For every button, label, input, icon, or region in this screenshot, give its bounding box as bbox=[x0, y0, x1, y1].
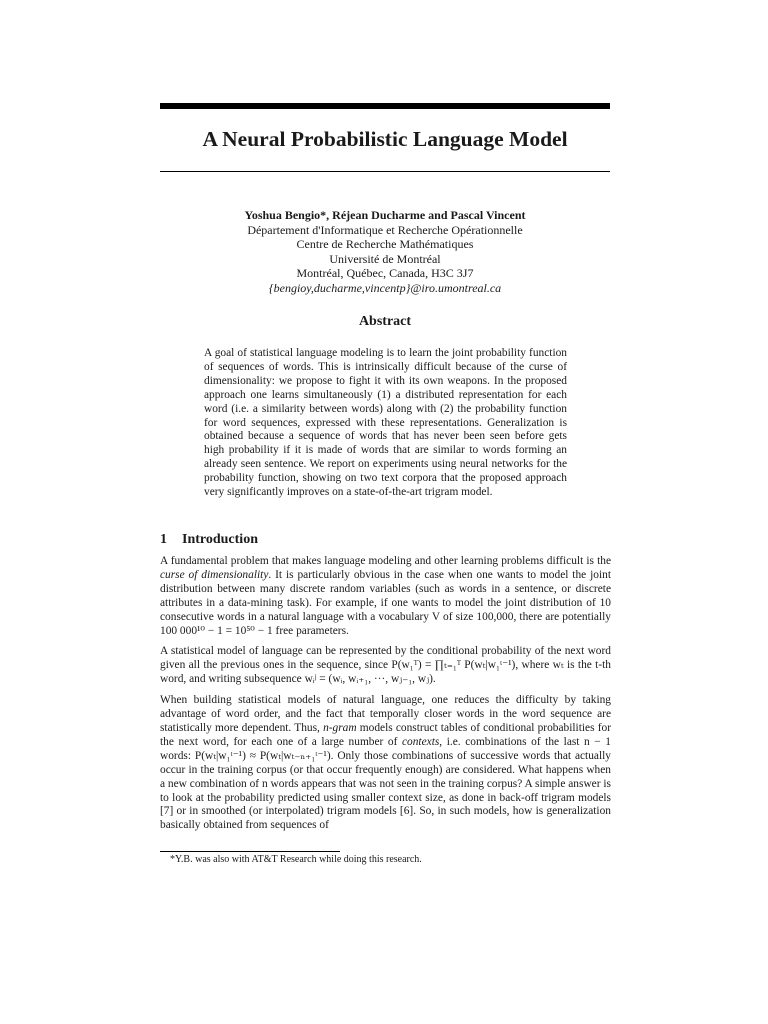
affiliation-line: Université de Montréal bbox=[329, 251, 441, 266]
footnote: *Y.B. was also with AT&T Research while doing this research. bbox=[170, 854, 422, 865]
body-text bbox=[160, 555, 611, 840]
abstract-heading: Abstract bbox=[358, 314, 412, 329]
author-block bbox=[160, 208, 610, 296]
author-email: {bengioy,ducharme,vincentp}@iro.umontreal.ca bbox=[268, 280, 502, 295]
emphasis: contexts bbox=[401, 735, 440, 748]
text-run: , i.e. combinations of the last n − 1 words: P(wₜ|w₁ᵗ⁻¹) ≈ P(wₜ|wₜ₋ₙ₊₁ᵗ⁻¹). Only those combinations of successive words that actually occur in the training corpus (or that occur frequently enough) are considered. What happens when a new combination of n words appears that was not seen in the training corpus? A simple answer is to look at the probability predicted using smaller context size, as done in back-off trigram models [7] or in smoothed (or interpolated) trigram models [6]. So, in such models, how is generalization basically obtained from sequences of bbox=[160, 735, 611, 832]
abstract-text: A goal of statistical language modeling is to learn the joint probability function of sequences of words. This is intrinsically difficult because of the curse of dimensionality: we propose to fight it with its own weapons. In the proposed approach one learns simultaneously (1) a distributed representation for each word (i.e. a similarity between words) along with (2) the probability function for word sequences, expressed with these representations. Generalization is obtained because a sequence of words that has never been seen before gets high probability if it is made of words that are similar to words forming an already seen sentence. We report on experiments using neural networks for the probability function, showing on two text corpora that the proposed approach very significantly improves on a state-of-the-art trigram model. bbox=[204, 347, 567, 499]
affiliation-line: Montréal, Québec, Canada, H3C 3J7 bbox=[296, 266, 474, 281]
affiliation-line: Centre de Recherche Mathématiques bbox=[296, 237, 474, 252]
section-number: 1 bbox=[160, 532, 167, 547]
paragraph: A statistical model of language can be represented by the conditional probability of the next word given all the previous ones in the sequence, since P(w₁ᵀ) = ∏ₜ₌₁ᵀ P(wₜ|w₁ᵗ⁻¹), where wₜ is the t-th word, and writing subsequence wᵢʲ = (wᵢ, wᵢ₊₁, ···, wⱼ₋₁, wⱼ). bbox=[160, 645, 611, 686]
title-rule bbox=[160, 171, 610, 172]
top-thick-rule bbox=[160, 103, 610, 109]
author-names: Yoshua Bengio*, Réjean Ducharme and Pascal Vincent bbox=[244, 208, 526, 222]
section-heading bbox=[160, 532, 258, 548]
paragraph bbox=[160, 694, 611, 833]
emphasis: curse of dimensionality bbox=[160, 568, 269, 581]
affiliation-line: Département d'Informatique et Recherche Opérationnelle bbox=[247, 222, 523, 237]
text-run: A fundamental problem that makes language modeling and other learning problems difficult is the bbox=[160, 555, 611, 567]
text-run: When building statistical models of natural language, one reduces the difficulty by taking advantage of word order, and the fact that temporally closer words in the word sequence are statistically more dependent. Thus, bbox=[160, 694, 611, 734]
section-title: Introduction bbox=[182, 532, 258, 547]
paragraph bbox=[160, 555, 611, 638]
emphasis: n-gram bbox=[323, 721, 357, 734]
paper-title: A Neural Probabilistic Language Model bbox=[202, 127, 568, 151]
text-run: models construct tables of conditional probabilities for the next word, for each one of a large number of bbox=[160, 721, 611, 748]
footnote-rule bbox=[160, 851, 340, 852]
text-run: . It is particularly obvious in the case when one wants to model the joint distribution between many discrete random variables (such as words in a sentence, or discrete attributes in a data-mining task). For example, if one wants to model the joint distribution of 10 consecutive words in a natural language with a vocabulary V of size 100,000, there are potentially 100 000¹⁰ − 1 = 10⁵⁰ − 1 free parameters. bbox=[160, 568, 611, 637]
